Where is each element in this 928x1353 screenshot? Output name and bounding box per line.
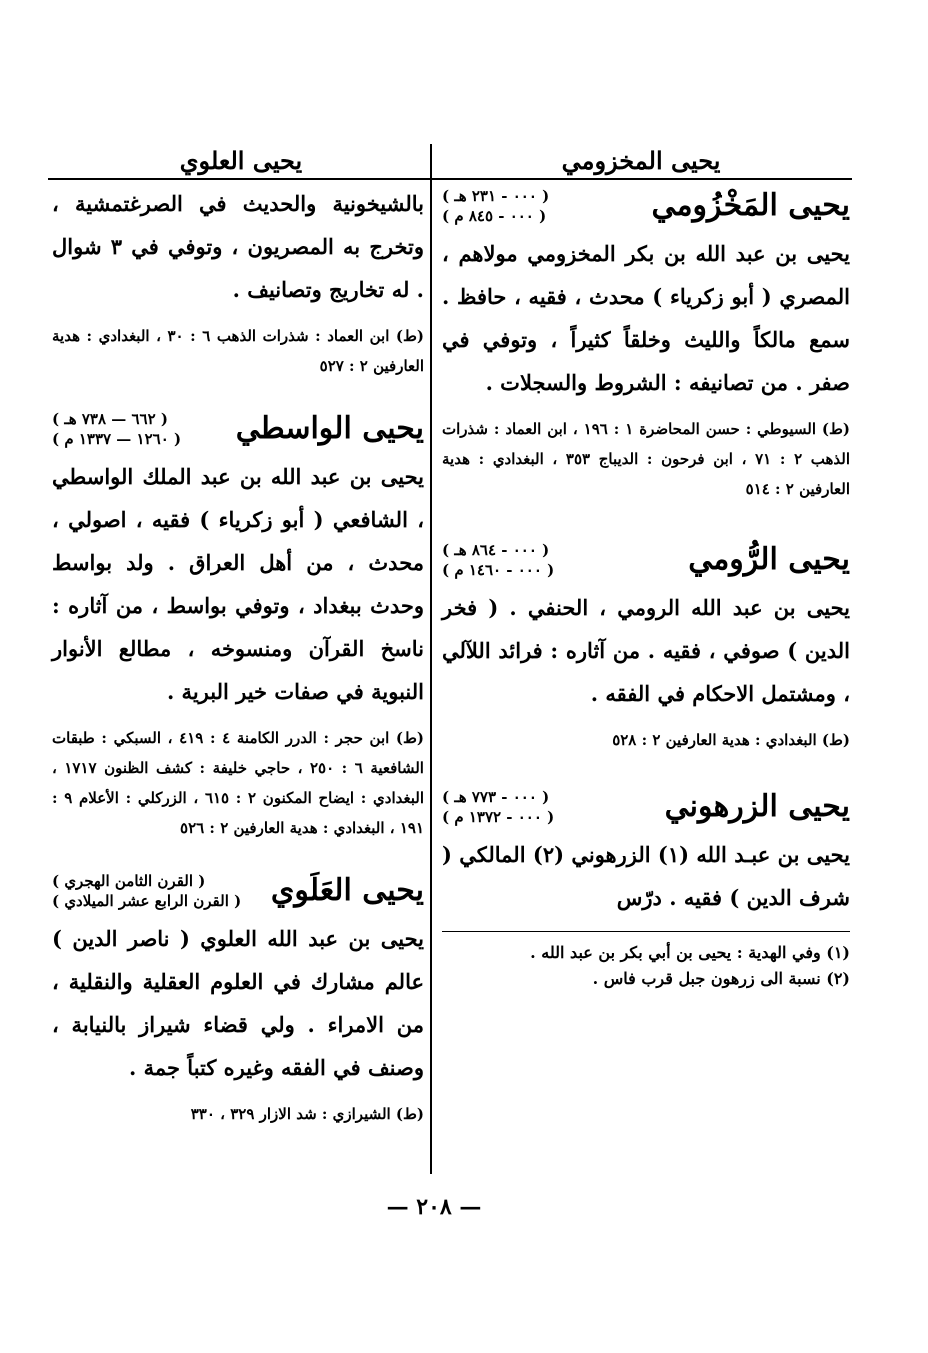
date-hijri: ( ٠٠٠ - ٢٣١ هـ ) <box>442 187 550 205</box>
footnotes <box>442 940 850 992</box>
entry-continuation <box>52 182 424 381</box>
date-hijri: ( القرن الثامن الهجري ) <box>52 872 206 890</box>
right-column <box>442 182 850 992</box>
entry-heading <box>442 785 850 829</box>
entry-text: يحيى بن عبـد الله (١) الزرهوني (٢) المالكي ( شرف الدين ) فقيه . درّس <box>442 842 850 910</box>
entry-heading <box>52 869 424 913</box>
entry-heading <box>52 407 424 451</box>
entry-sources: (ط) البغدادي : هدية العارفين ٢ : ٥٢٨ <box>612 731 850 749</box>
entry-name: يحيى الواسطي <box>235 411 424 446</box>
entry-yahya-wasiti <box>52 407 424 843</box>
entry-name: يحيى المَخْزُومي <box>651 188 850 223</box>
entry-name: يحيى العَلَوي <box>270 873 424 908</box>
left-column <box>52 182 424 1129</box>
date-gregorian: ( القرن الرابع عشر الميلادي ) <box>52 892 242 910</box>
entry-name: يحيى الرُّومي <box>688 542 850 577</box>
entry-sources: (ط) السيوطي : حسن المحاضرة ١ : ١٩٦ ، ابن العماد : شذرات الذهب ٢ : ٧١ ، ابن فرحون : الديباج ٣٥٣ ، البغدادي : هدية العارفين ٢ : ٥١٤ <box>442 420 851 498</box>
date-hijri: ( ٦٦٢ — ٧٣٨ هـ ) <box>52 410 168 428</box>
entry-heading <box>442 538 850 582</box>
entry-dates <box>442 787 554 827</box>
date-gregorian: ( ٠٠٠ - ١٤٦٠ م ) <box>442 561 555 579</box>
entry-sources: (ط) ابن حجر : الدرر الكامنة ٤ : ٤١٩ ، السبكي : طبقات الشافعية ٦ : ٢٥٠ ، حاجي خليفة : كشف الظنون ١٧١٧ ، البغدادي : ايضاح المكنون ٢ : ٦١٥ ، الزركلي : الأعلام ٩ : ١٩١ ، البغدادي : هدية العارفين ٢ : ٥٢٦ <box>52 729 425 837</box>
entry-text: يحيى بن عبد الله العلوي ( ناصر الدين ) عالم مشارك في العلوم العقلية والنقلية ، من الامراء . ولي قضاء شيراز بالنيابة ، وصنف في الفقه وغيره كتباً جمة . <box>52 926 424 1080</box>
entry-sources: (ط) ابن العماد : شذرات الذهب ٦ : ٣٠ ، البغدادي : هدية العارفين ٢ : ٥٢٧ <box>52 327 424 375</box>
date-gregorian: ( ٠٠٠ - ١٣٧٢ م ) <box>442 808 555 826</box>
entry-yahya-makhzumi <box>442 184 850 504</box>
entry-text: يحيى بن عبد الله الرومي ، الحنفي . ( فخر الدين ) صوفي ، فقيه . من آثاره : فرائد اللآلي ، ومشتمل الاحكام في الفقه . <box>442 595 850 706</box>
footnotes-rule <box>442 931 850 932</box>
entry-dates <box>52 871 241 911</box>
footnote: (٢) نسبة الى زرهون جبل قرب فاس . <box>592 969 850 988</box>
footnote: (١) وفي الهدية : يحيى بن أبي بكر بن عبد الله . <box>530 943 850 962</box>
entry-name: يحيى الزرهوني <box>664 789 850 824</box>
entry-dates <box>52 409 181 449</box>
right-column-header: يحيى المخزومي <box>561 146 721 175</box>
entry-text: يحيى بن عبد الله بن عبد الملك الواسطي ، الشافعي ( أبو زكرياء ) فقيه ، اصولي ، محدث ، من أهل العراق . ولد بواسط وحدث ببغداد ، وتوفي بواسط ، من آثاره : ناسخ القرآن ومنسوخه ، مطالع الأنوار النبوية في صفات خير البرية . <box>52 464 424 704</box>
header-rule <box>48 178 852 180</box>
date-hijri: ( ٠٠٠ - ٨٦٤ هـ ) <box>442 541 550 559</box>
entry-yahya-rumi <box>442 538 850 755</box>
column-divider <box>430 144 432 1174</box>
date-hijri: ( ٠٠٠ - ٧٧٣ هـ ) <box>442 788 550 806</box>
entry-yahya-zarhuni <box>442 785 850 919</box>
date-gregorian: ( ٠٠٠ - ٨٤٥ م ) <box>442 207 547 225</box>
entry-dates <box>442 540 554 580</box>
entry-sources: (ط) الشيرازي : شد الازار ٣٢٩ ، ٣٣٠ <box>190 1105 424 1123</box>
entry-dates <box>442 186 549 226</box>
entry-heading <box>442 184 850 228</box>
page-number: — ٢٠٨ — <box>386 1194 482 1220</box>
date-gregorian: ( ١٢٦٠ — ١٣٣٧ م ) <box>52 430 182 448</box>
entry-text: بالشيخونية والحديث في الصرغتمشية ، وتخرج به المصريون ، وتوفي في ٣ شوال . له تخاريج وتصانيف . <box>52 191 424 302</box>
left-column-header: يحيى العلوي <box>179 146 303 175</box>
entry-text: يحيى بن عبد الله بن بكر المخزومي مولاهم ، المصري ( أبو زكرياء ) محدث ، فقيه ، حافظ . سمع مالكاً والليث وخلقاً كثيراً ، وتوفي في صفر . من تصانيفه : الشروط والسجلات . <box>442 241 850 395</box>
entry-yahya-alawi <box>52 869 424 1129</box>
